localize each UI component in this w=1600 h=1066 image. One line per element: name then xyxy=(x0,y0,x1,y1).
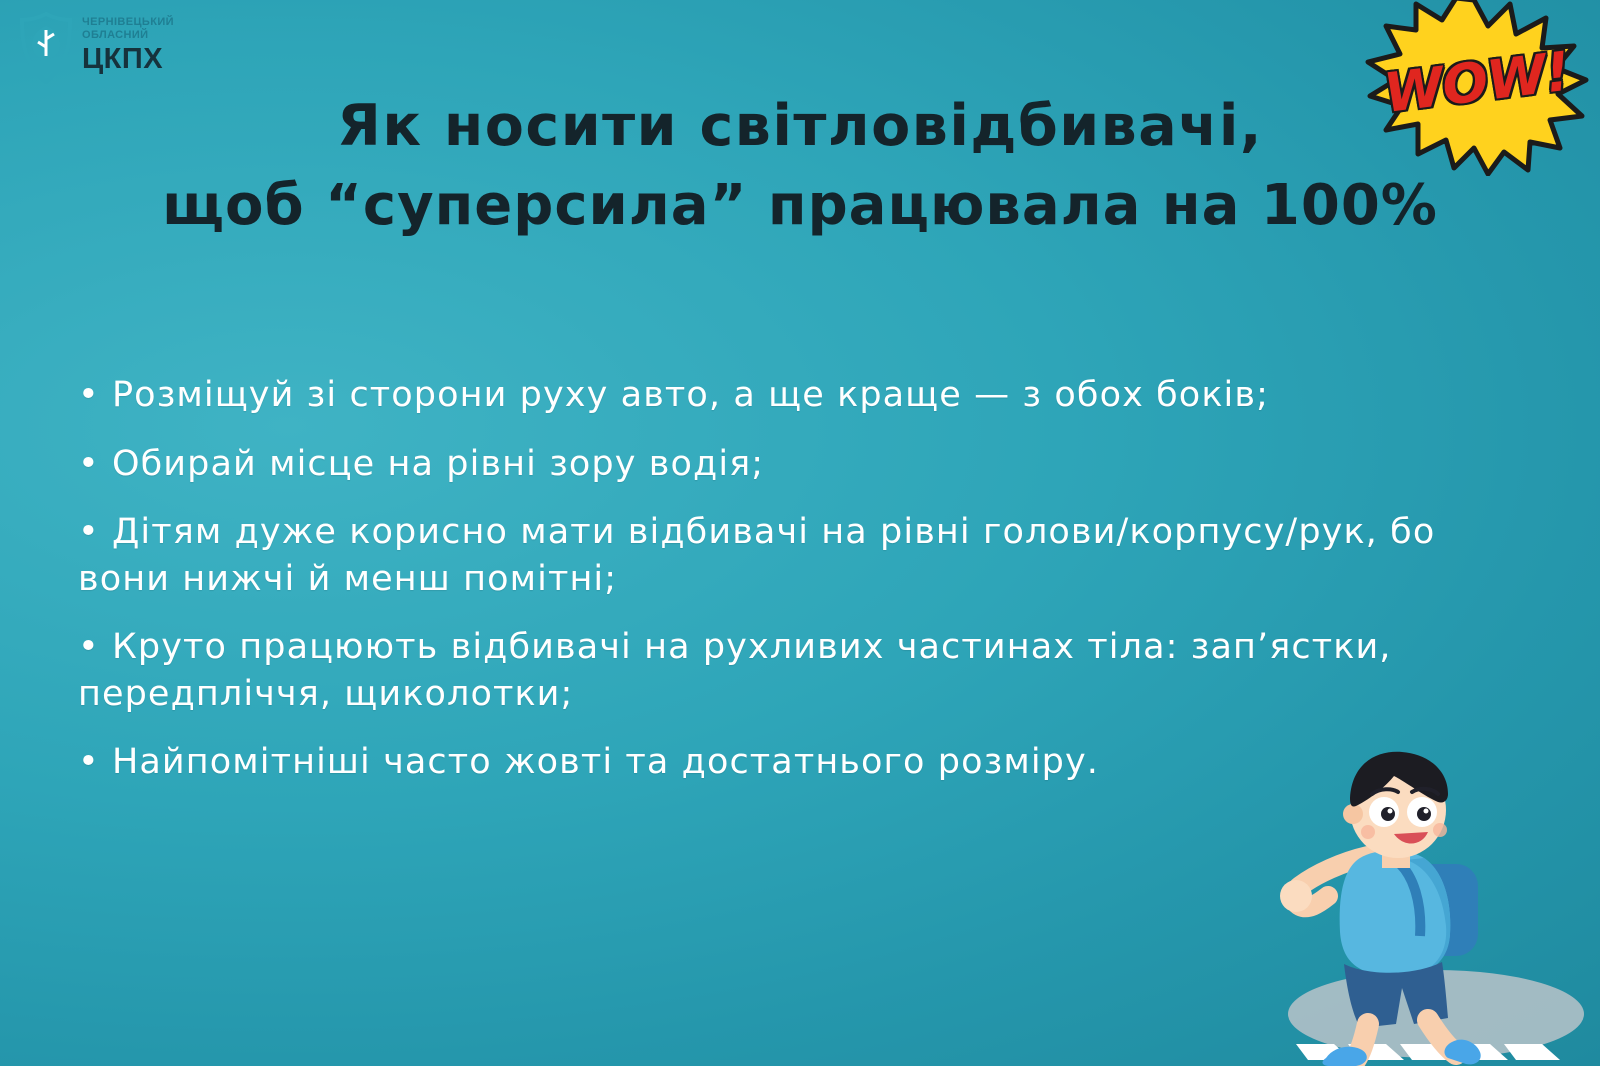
shield-leaf-icon xyxy=(18,12,74,84)
poster-title xyxy=(0,92,1600,240)
title-line-2: щоб “суперсила” працювала на 100% xyxy=(162,172,1438,238)
logo-text-block xyxy=(82,12,174,74)
logo-abbreviation: ЦКПХ xyxy=(82,42,164,75)
wow-label: WOW! xyxy=(1380,39,1573,125)
list-item: • Найпомітніші часто жовті та достатнього розміру. xyxy=(78,742,1100,783)
organization-logo xyxy=(18,12,174,84)
logo-org-line-1: ЧЕРНІВЕЦЬКИЙ xyxy=(82,16,174,28)
title-line-1: Як носити світловідбивачі, xyxy=(336,93,1264,159)
list-item: • Круто працюють відбивачі на рухливих частинах тіла: зап’ястки, передпліччя, щиколотки; xyxy=(78,627,1392,714)
walking-boy-icon xyxy=(1256,736,1556,1066)
logo-org-line-2: ОБЛАСНИЙ xyxy=(82,28,149,41)
list-item: • Розміщуй зі сторони руху авто, а ще краще — з обох боків; xyxy=(78,375,1270,415)
list-item: • Дітям дуже корисно мати відбивачі на рівні голови/корпусу/рук, бо вони нижчі й менш помітні; xyxy=(78,512,1436,599)
list-item: • Обирай місце на рівні зору водія; xyxy=(78,443,765,484)
